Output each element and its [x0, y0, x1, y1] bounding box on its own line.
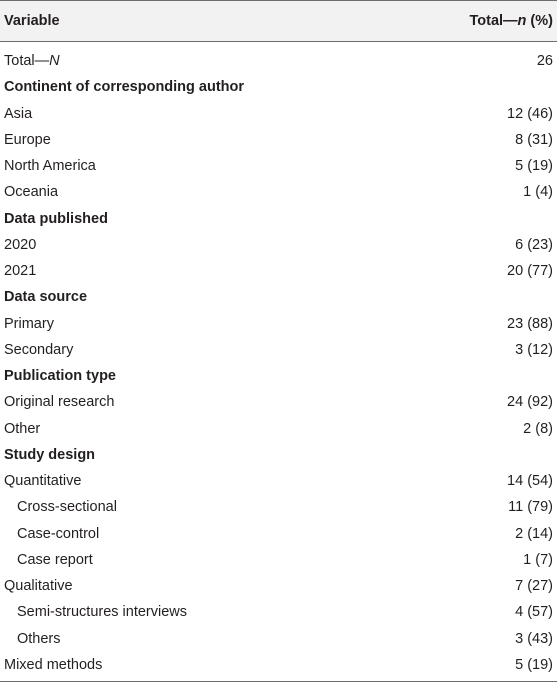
total-row-label-prefix: Total— — [4, 53, 50, 70]
table-row — [0, 599, 557, 625]
row-value: 23 (88) — [507, 315, 553, 332]
table-row — [0, 101, 557, 127]
row-value: 7 (27) — [515, 578, 553, 595]
table-bottom-rule — [0, 681, 557, 682]
row-value: 5 (19) — [515, 158, 553, 175]
row-label: Quantitative — [4, 473, 82, 490]
table-row — [0, 389, 557, 415]
row-value: 8 (31) — [515, 131, 553, 148]
row-label: Data published — [4, 210, 108, 227]
row-label: Publication type — [4, 368, 116, 385]
section-header-row — [0, 284, 557, 310]
row-value: 6 (23) — [515, 236, 553, 253]
total-row — [0, 48, 557, 74]
row-label: Other — [4, 420, 41, 437]
header-total-prefix: Total— — [469, 13, 518, 29]
row-label: Others — [17, 630, 61, 647]
row-label: Semi-structures interviews — [17, 604, 188, 621]
row-value: 11 (79) — [508, 499, 553, 516]
row-label: North America — [4, 158, 96, 175]
header-total-n: n — [517, 13, 527, 29]
section-header-row — [0, 442, 557, 468]
row-value: 4 (57) — [515, 604, 553, 621]
row-label: 2020 — [4, 236, 37, 253]
table-row — [0, 547, 557, 573]
row-value: 5 (19) — [515, 656, 553, 673]
row-label: Mixed methods — [4, 656, 103, 673]
table-row — [0, 153, 557, 179]
table-row — [0, 521, 557, 547]
table-row — [0, 258, 557, 284]
section-header-row — [0, 74, 557, 100]
table-row — [0, 127, 557, 153]
row-label: Cross-sectional — [17, 499, 117, 516]
header-total — [469, 13, 553, 29]
row-label: Case report — [17, 551, 93, 568]
row-value: 2 (8) — [523, 420, 553, 437]
table-row — [0, 573, 557, 599]
row-value: 3 (43) — [515, 630, 553, 647]
table-row — [0, 494, 557, 520]
row-value: 2 (14) — [515, 525, 553, 542]
row-value: 1 (7) — [523, 551, 553, 568]
total-row-value: 26 — [536, 53, 553, 70]
row-label: 2021 — [4, 263, 37, 280]
row-value: 24 (92) — [507, 394, 553, 411]
header-variable: Variable — [4, 13, 60, 29]
table-row — [0, 179, 557, 205]
row-label: Original research — [4, 394, 115, 411]
row-label: Study design — [4, 446, 96, 463]
row-label: Europe — [4, 131, 51, 148]
row-value: 1 (4) — [523, 184, 553, 201]
header-total-suffix: (%) — [526, 13, 553, 29]
row-value: 14 (54) — [507, 473, 553, 490]
table-body — [0, 42, 557, 678]
row-value: 3 (12) — [515, 341, 553, 358]
table-row — [0, 232, 557, 258]
row-label: Data source — [4, 289, 88, 306]
table-row — [0, 416, 557, 442]
row-value: 20 (77) — [507, 263, 553, 280]
row-label: Asia — [4, 105, 33, 122]
row-value: 12 (46) — [507, 105, 553, 122]
section-header-row — [0, 206, 557, 232]
table-row — [0, 337, 557, 363]
table-row — [0, 652, 557, 678]
table-header — [0, 0, 557, 42]
table-row — [0, 626, 557, 652]
row-label: Secondary — [4, 341, 74, 358]
total-row-label-n: N — [49, 53, 60, 70]
table-row — [0, 311, 557, 337]
row-label: Case-control — [17, 525, 100, 542]
section-header-row — [0, 363, 557, 389]
row-label: Oceania — [4, 184, 59, 201]
table-row — [0, 468, 557, 494]
row-label: Continent of corresponding author — [4, 79, 245, 96]
row-label: Primary — [4, 315, 54, 332]
total-row-label — [4, 53, 60, 69]
row-label: Qualitative — [4, 578, 73, 595]
